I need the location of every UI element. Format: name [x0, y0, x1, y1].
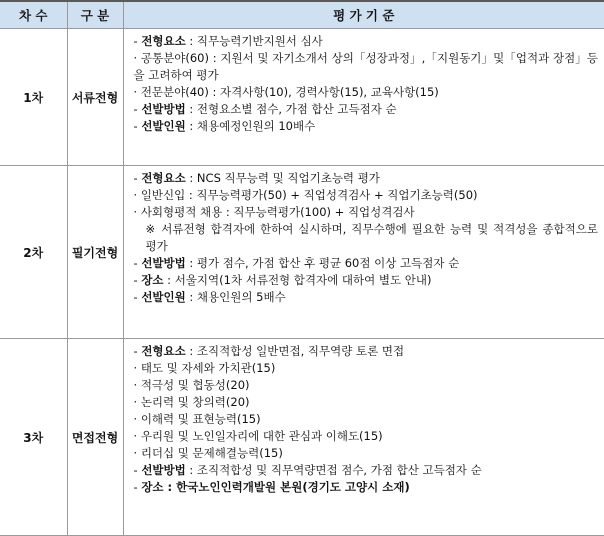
- stage-cell: 2차: [0, 166, 67, 339]
- criteria-line: - 선발방법 : 전형요소별 점수, 가점 합산 고득점자 순: [133, 102, 397, 116]
- header-criteria: 평 가 기 준: [123, 1, 604, 29]
- criteria-line: - 선발방법 : 조직적합성 및 직무역량면접 점수, 가점 합산 고득점자 순: [133, 463, 482, 477]
- criteria-line: - 장소 : 서울지역(1차 서류전형 합격자에 대하여 별도 안내): [133, 273, 432, 287]
- table-row: [0, 339, 604, 536]
- header-row: [0, 1, 604, 29]
- stage-cell: 1차: [0, 29, 67, 166]
- criteria-cell: [123, 339, 604, 536]
- criteria-line: · 전문분야(40) : 자격사항(10), 경력사항(15), 교육사항(15): [133, 85, 439, 99]
- table-row: [0, 166, 604, 339]
- criteria-line: · 논리력 및 창의력(20): [133, 395, 250, 409]
- criteria-line: - 전형요소 : NCS 직무능력 및 직업기초능력 평가: [133, 171, 380, 185]
- criteria-line: · 이해력 및 표현능력(15): [133, 412, 261, 426]
- criteria-cell: [123, 29, 604, 166]
- criteria-line: · 사회형평적 채용 : 직무능력평가(100) + 직업성격검사: [133, 205, 415, 219]
- header-category: 구 분: [67, 1, 123, 29]
- criteria-line: · 공통분야(60) : 지원서 및 자기소개서 상의「성장과정」,「지원동기」및「업적과 장점」등을 고려하여 평가: [133, 51, 599, 82]
- criteria-line: · 리더십 및 문제해결능력(15): [133, 446, 283, 460]
- category-cell: 필기전형: [67, 166, 123, 339]
- criteria-line: - 전형요소 : 직무능력기반지원서 심사: [133, 34, 323, 48]
- category-cell: 면접전형: [67, 339, 123, 536]
- criteria-line: - 선발방법 : 평가 점수, 가점 합산 후 평균 60점 이상 고득점자 순: [133, 256, 460, 270]
- criteria-line: - 전형요소 : 조직적합성 일반면접, 직무역량 토론 면접: [133, 344, 405, 358]
- criteria-note: ※ 서류전형 합격자에 한하여 실시하며, 직무수행에 필요한 능력 및 적격성을 종합적으로 평가: [145, 222, 598, 253]
- stage-cell: 3차: [0, 339, 67, 536]
- criteria-line: - 장소 : 한국노인인력개발원 본원(경기도 고양시 소재): [133, 480, 410, 494]
- criteria-line: · 태도 및 자세와 가치관(15): [133, 361, 276, 375]
- criteria-line: · 우리원 및 노인일자리에 대한 관심과 이해도(15): [133, 429, 383, 443]
- criteria-line: · 적극성 및 협동성(20): [133, 378, 250, 392]
- header-stage: 차 수: [0, 1, 67, 29]
- criteria-line: - 선발인원 : 채용인원의 5배수: [133, 290, 286, 304]
- criteria-cell: [123, 166, 604, 339]
- criteria-line: · 일반신입 : 직무능력평가(50) + 직업성격검사 + 직업기초능력(50): [133, 188, 478, 202]
- category-cell: 서류전형: [67, 29, 123, 166]
- criteria-line: - 선발인원 : 채용예정인원의 10배수: [133, 119, 316, 133]
- table-row: [0, 29, 604, 166]
